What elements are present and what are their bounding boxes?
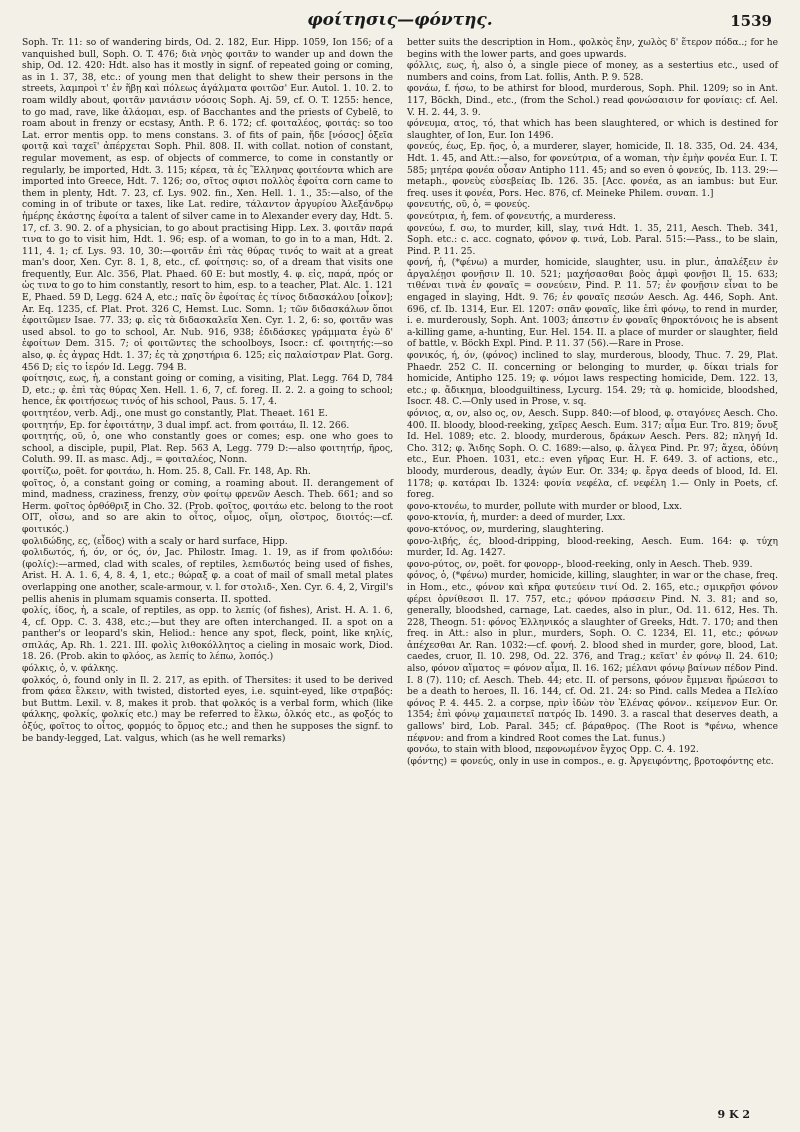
dictionary-entry: φόλκις, ὁ, v. φάλκης. [22,664,119,675]
dictionary-entry: φονο-ρύτος, ον, poët. for φονορρ-, blood-reeking, only in Aesch. Theb. 939. [407,559,753,570]
dictionary-entry: (φόντης) = φονεύς, only in use in compos., e. g. Ἀργειφόντης, βροτοφόντης etc. [407,756,774,767]
dictionary-entry: φόλλις, εως, ἡ, also ὁ, a single piece of money, as a sestertius etc., used of numbers and coins, from Lat. follis, Anth. P. 9. 528. [407,61,778,83]
text-columns [22,38,778,768]
dictionary-entry: φονο-κτονέω, to murder, pollute with murder or blood, Lxx. [407,501,683,512]
dictionary-entry: φοιτητέον, verb. Adj., one must go constantly, Plat. Theaet. 161 E. [22,409,328,419]
left-column [22,38,393,768]
right-column [407,38,778,768]
dictionary-entry: φονο-κτόνος, ον, murdering, slaughtering. [407,524,604,535]
dictionary-entry: φονεύω, f. σω, to murder, kill, slay, τινά Hdt. 1. 35, 211, Aesch. Theb. 341, Soph. etc.: c. acc. cognato, φόνον φ. τινά, Lob. Paral. 515:—Pass., to be slain, Pind. P. 11. 25. [407,223,778,257]
dictionary-entry: φονο-κτονία, ἡ, murder: a deed of murder, Lxx. [407,513,626,524]
dictionary-entry: φονάω, f. ήσω, to be athirst for blood, murderous, Soph. Phil. 1209; so in Ant. 117, Böckh, Dind., etc., (from the Schol.) read φονώσαισιν for φονίαις: cf. Ael. V. H. 2. 44, 3. 9. [407,84,778,118]
dictionary-entry: better suits the description in Hom., φολκὸς ἔην, χωλὸς δ' ἕτερον πόδα..; for he begins with the lower parts, and goes upwards. [407,38,778,60]
running-head: φοίτησις—φόντης. [307,10,493,30]
dictionary-entry: φολίς, ίδος, ἡ, a scale, of reptiles, as opp. to λεπίς (of fishes), Arist. H. A. 1. 6, 4, cf. Opp. C. 3. 438, etc.;—but they are often interchanged. II. a spot on a panther's or leopard's skin, Heliod.: hence any spot, fleck, point, like κηλίς, σπιλάς, Ap. Rh. 1. 221. III. φολὶς λιθοκόλλητος a cieling in mosaic work, Diod. 18. 26. (Prob. akin to φλόος, as λεπίς to λέπω, λοπός.) [22,606,393,663]
dictionary-entry: φονο-λιβής, ές, blood-dripping, blood-reeking, Aesch. Eum. 164: φ. τύχη murder, Id. Ag. 1427. [407,536,778,559]
dictionary-entry: φολιδωτός, ή, όν, or ός, όν, Jac. Philostr. Imag. 1. 19, as if from φολιδόω: (φολίς):—armed, clad with scales, of reptiles, λεπιδωτός being used of fishes, Arist. H. A. 1. 6, 4, 8. 4, 1, etc.; θώραξ φ. a coat of mail of small metal plates overlapping one another, scale-armour, v. l. for στολιδ-, Xen. Cyr. 6. 4, 2, Virgil's pellis ahenis in plumam squamis conserta. II. spotted. [22,548,393,605]
dictionary-entry: φονευτής, οῦ, ὁ, = φονεύς. [407,200,531,211]
signature-mark: 9 K 2 [717,1108,750,1121]
page-header [22,10,778,36]
dictionary-entry: φοῖτος, ὁ, a constant going or coming, a roaming about. II. derangement of mind, madness, craziness, frenzy, σὺν φοίτῳ φρενῶν Aesch. Theb. 661; and so Herm. φοῖτος ὀρθόθριξ in Cho. 32. (Prob. φοῖτος, φοιτάω etc. belong to the root ΟΙΤ, οἴσω, and so are akin to οἶτος, οἶμος, οἴμη, οἴστρος, διοιτός:—cf. φοιτικός.) [22,478,393,535]
dictionary-entry: φολκός, ὁ, found only in Il. 2. 217, as epith. of Thersites: it used to be derived from φάεα ἕλκειν, with twisted, distorted eyes, i.e. squint-eyed, like στραβός: but Buttm. Lexil. v. 8, makes it prob. that φολκός is a verbal form, which (like φάλκης, φολκίς, φολκίς etc.) may be referred to ἕλκω, ὁλκός etc., as φοξός to ὀξύς, φοῖτος to οἶτος, φορμός to ὅρμος etc.; and then he supposes the signf. to be bandy-legged, Lat. valgus, which (as he well remarks) [22,675,393,744]
dictionary-entry: φοιτητήν, Ep. for ἐφοιτάτην, 3 dual impf. act. from φοιτάω, Il. 12. 266. [22,420,350,431]
dictionary-entry: φοιτητής, οῦ, ὁ, one who constantly goes or comes; esp. one who goes to school, a disciple, pupil, Plat. Rep. 563 A, Legg. 779 D:—also φοιτητήρ, ῆρος, Coluth. 99. II. as masc. Adj., = φοιταλέος, Nonn. [22,432,393,466]
dictionary-entry: φόνευμα, ατος, τό, that which has been slaughtered, or which is destined for slaughter, of Ion, Eur. Ion 1496. [407,119,778,141]
dictionary-entry: φονεύς, έως, Ep. ῆος, ὁ, a murderer, slayer, homicide, Il. 18. 335, Od. 24. 434, Hdt. 1. 45, and Att.:—also, for φονεύτρια, of a woman, τὴν ἐμὴν φονέα Eur. I. T. 585; μητέρα φονέα οὖσαν Antipho 111. 45; and so even ὁ φονεύς, Ib. 113. 29:—metaph., φονεὺς εὐσεβείας Ib. 126. 35. [Acc. φονέα, as an iambus: but Eur. freq. uses it φονέα, Pors. Hec. 876, cf. Meineke Philem. συναπ. 1.] [407,142,778,199]
dictionary-entry: φονικός, ή, όν, (φόνος) inclined to slay, murderous, bloody, Thuc. 7. 29, Plat. Phaedr. 252 C. II. concerning or belonging to murder, φ. δίκαι trials for homicide, Antipho 125. 19; φ. νόμοι laws respecting homicide, Dem. 122. 13, etc.; φ. ἄδικημα, bloodguiltiness, Lycurg. 154. 29; τὰ φ. homicide, bloodshed, Isocr. 48. C.—Only used in Prose, v. sq. [407,351,779,408]
dictionary-entry: φονόω, to stain with blood, πεφονωμένον ἔγχος Opp. C. 4. 192. [407,745,699,756]
dictionary-entry: φονεύτρια, ἡ, fem. of φονευτής, a murderess. [407,211,616,222]
dictionary-entry: φονή, ἡ, (*φένω) a murder, homicide, slaughter, usu. in plur., ἀπαλέξειν ἐν ἀργαλέῃσι φονῇσιν Il. 10. 521; μαχήσασθαι βοὸς ἀμφὶ φονῇσι Il. 15. 633; τιθέναι τινὰ ἐν φοναῖς = σονεύειν, Pind. P. 11. 57; ἐν φονῇσιν εἶναι to be engaged in slaying, Hdt. 9. 76; ἐν φοναῖς πεσών Aesch. Ag. 446, Soph. Ant. 696, cf. Ib. 1314, Eur. El. 1207: σπᾶν φοναῖς, like ἐπὶ φόνῳ, to rend in murder, i. e. murderously, Soph. Ant. 1003; ἀπεστιν ἐν φοναῖς θηροκτόνοις he is absent a-killing game, a-hunting, Eur. Hel. 154. II. a place of murder or slaughter, field of battle, v. Böckh Expl. Pind. P. 11. 37 (56).—Rare in Prose. [407,258,778,350]
dictionary-entry: φοιτίζω, poët. for φοιτάω, h. Hom. 25. 8, Call. Fr. 148, Ap. Rh. [22,466,311,477]
dictionary-entry: φόνιος, α, ον, also ος, ον, Aesch. Supp. 840:—of blood, φ. σταγόνες Aesch. Cho. 400. II. bloody, blood-reeking, χεῖρες Aesch. Eum. 317; αἷμα Eur. Tro. 819; ὄνυξ Id. Hel. 1089; etc. 2. bloody, murderous, δράκων Aesch. Pers. 82; πληγή Id. Cho. 312; φ. Ἅιδης Soph. O. C. 1689:—also, φ. ἄλγεα Pind. Pr. 97; ἄχεα, ὀδύνη etc., Eur. Phoen. 1031, etc.: even γῆρας Eur. H. F. 649. 3. of actions, etc., bloody, murderous, deadly, ἀγών Eur. Or. 334; φ. ἔργα deeds of blood, Id. El. 1178; φ. κατάραι Ib. 1324: φονία νεφέλα, cf. νεφέλη 1.— Only in Poets, cf. foreg. [407,409,778,501]
page-number: 1539 [730,12,772,30]
dictionary-entry: Soph. Tr. 11: so of wandering birds, Od. 2. 182, Eur. Hipp. 1059, Ion 156; of a vanquished bull, Soph. O. T. 476; διὰ νηὸς φοιτᾶν to wander up and down the ship, Od. 12. 420: Hdt. also has it mostly in signf. of repeated going or coming, as in 1. 37, 38, etc.: of young men that delight to shew their persons in the streets, λαμπροὶ τ' ἐν ἥβῃ καὶ πόλεως ἀγάλματα φοιτῶσ' Eur. Autol. 1. 10. 2. to roam wildly about, φοιτᾶν μανιάσιν νόσοις Soph. Aj. 59, cf. O. T. 1255: hence, to go mad, rave, like ἀλάομαι, esp. of Bacchantes and the priests of Cybelē, to roam about in frenzy or ecstasy, Anth. P. 6. 172; cf. φοιταλέος, φοιτάς: so too Lat. error mentis opp. to mens constans. 3. of fits of pain, ἤδε [νόσος] ὀξεῖα φοιτᾷ καὶ ταχεῖ' ἀπέρχεται Soph. Phil. 808. II. with collat. notion of constant, regular movement, as esp. of objects of commerce, to come in constantly or regularly, be imported, Hdt. 3. 115; κέρεα, τὰ ἐς Ἕλληνας φοιτέοντα which are imported into Greece, Hdt. 7. 126; σο, σῖτος σφισι πολλὸς ἐφοίτα corn came to them in plenty, Hdt. 7. 23, cf. Lys. 902. fin., Xen. Hell. 1. 1., 35:—also, of the coming in of tribute or taxes, like Lat. redire, τάλαντον ἀργυρίου Ἀλεξάνδρῳ ἡμέρης ἑκάστης ἐφοίτα a talent of silver came in to Alexander every day, Hdt. 5. 17, cf. 3. 90. 2. of a physician, to go about practising Hipp. Lex. 3. φοιτᾶν παρά τινα to go to visit him, Hdt. 1. 96; esp. of a woman, to go in to a man, Hdt. 2. 111, 4. 1; cf. Lys. 93. 10, 30:—φοιτᾶν ἐπὶ τὰς θύρας τινός to wait at a great man's door, Xen. Cyr. 8. 1, 8, etc., cf. φοίτησις: so, of a dream that visits one frequently, Eur. Alc. 356, Plat. Phaed. 60 E: but mostly, 4. φ. εἰς, παρά, πρός or ὡς τινα to go to him constantly, resort to him, esp. to a teacher, Plat. Alc. 1. 121 E, Phaed. 59 D, Legg. 624 A, etc.; παῖς ὃν ἐφοίτας ἐς τίνος διδασκάλου [οἶκον]; Ar. Eq. 1235, cf. Plat. Prot. 326 C, Hemst. Luc. Somn. 1; τῶν διδασκάλων ὅποι ἐφοιτῶμεν Isae. 77. 33; φ. εἰς τὰ διδασκαλεῖα Xen. Cyr. 1. 2, 6: so, φοιτᾶν was used absol. to go to school, Ar. Nub. 916, 938; ἐδιδάσκες γράμματα ἐγὼ δ' ἐφοίτων Dem. 315. 7; οἱ φοιτῶντες the schoolboys, Isocr.: cf. φοιτητής:—so also, φ. ἐς ἀγρας Hdt. 1. 37; ἐς τὰ χρηστήρια 6. 125; εἰς παλαίστραν Plat. Gorg. 456 D; εἰς το ἱερόν Id. Legg. 794 B. [22,38,393,373]
dictionary-entry: φολιδώδης, ες, (εἶδος) with a scaly or hard surface, Hipp. [22,536,288,547]
dictionary-entry: φοίτησις, εως, ἡ, a constant going or coming, a visiting, Plat. Legg. 764 D, 784 D, etc.; φ. ἐπὶ τὰς θύρας Xen. Hell. 1. 6, 7, cf. foreg. II. 2. 2. a going to school; hence, ἐκ φοιτήσεως τινός of his school, Paus. 5. 17, 4. [22,374,393,408]
dictionary-entry: φόνος, ὁ, (*φένω) murder, homicide, killing, slaughter, in war or the chase, freq. in Hom., etc., φόνον καὶ κῆρα φυτεύειν τινί Od. 2. 165, etc.; σμικρῆσι φόνον φέρει ὀρνίθεσσι Il. 17. 757, etc.; φόνον πράσσειν Pind. N. 3. 81; and so, generally, bloodshed, carnage, Lat. caedes, also in plur., Od. 11. 612, Hes. Th. 228, Theogn. 51: φόνος Ἑλληνικός a slaughter of Greeks, Hdt. 7. 170; and then freq. in Att.: also in plur., murders, Soph. O. C. 1234, El. 11, etc.; φόνων ἀπέχεσθαι Ar. Ran. 1032:—cf. φονή. 2. blood shed in murder, gore, blood, Lat. caedes, cruor, Il. 10. 298, Od. 22. 376, and Trag.; κεῖατ' ἐν φόνῳ Il. 24. 610; also, φόνον αἵματος = φόνον αἷμα, Il. 16. 162; μέλανι φόνῳ βαίνων πέδον Pind. I. 8 (7). 110; cf. Aesch. Theb. 44; etc. II. of persons, φόνον ἔμμεναι ἥρώεσσι to be a death to heroes, Il. 16. 144, cf. Od. 21. 24: so Pind. calls Medea a Πελίαο φόνος P. 4. 445. 2. a corpse, πρὶν ἰδὼν τὸν Ἑλένας φόνον.. κείμενον Eur. Or. 1354; ἐπὶ φόνῳ χαμαιπετεῖ πατρός Ib. 1490. 3. a rascal that deserves death, a gallows' bird, Lob. Paral. 345; cf. βάραθρος. (The Root is *φένω, whence πέφνον: and from a kindred Root comes the Lat. funus.) [407,571,778,744]
